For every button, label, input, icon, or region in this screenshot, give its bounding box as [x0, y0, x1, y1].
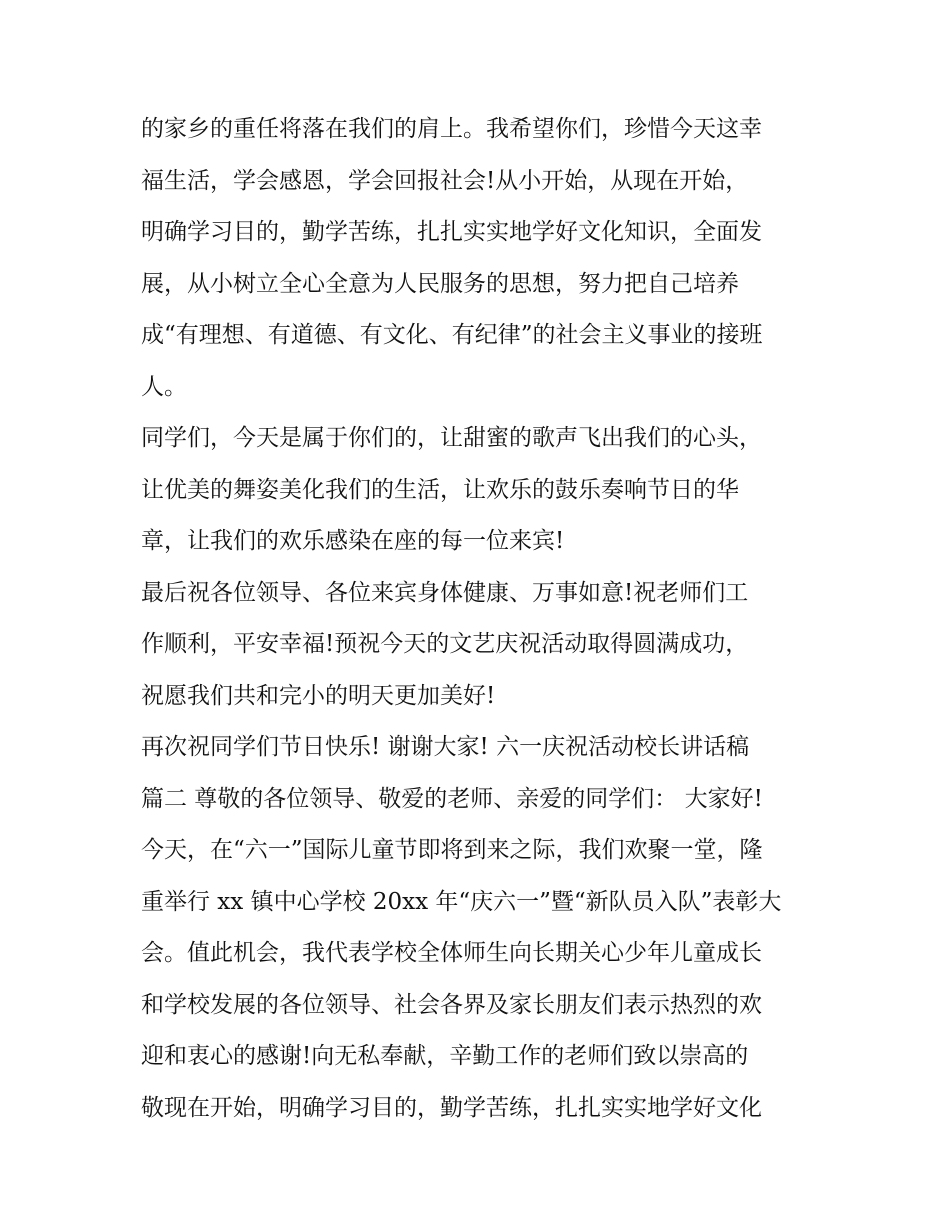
text-line: 明确学习目的，勤学苦练，扎扎实实地学好文化知识，全面发	[141, 219, 762, 245]
text-line: 会。值此机会，我代表学校全体师生向长期关心少年儿童成长	[141, 940, 762, 966]
text-line: 展，从小树立全心全意为人民服务的思想，努力把自己培养	[141, 270, 739, 297]
text-line: 篇二 尊敬的各位领导、敬爱的老师、亲爱的同学们： 大家好!	[141, 785, 763, 812]
text-line: 敬现在开始，明确学习目的，勤学苦练，扎扎实实地学好文化	[141, 1094, 762, 1121]
text-line: 的家乡的重任将落在我们的肩上。我希望你们，珍惜今天这幸	[141, 116, 762, 142]
text-line: 人。	[141, 373, 187, 400]
text-line: 让优美的舞姿美化我们的生活，让欢乐的鼓乐奏响节日的华	[141, 476, 739, 503]
text-line: 迎和衷心的感谢!向无私奉献，辛勤工作的老师们致以崇高的	[141, 1043, 749, 1069]
text-line: 最后祝各位领导、各位来宾身体健康、万事如意!祝老师们工	[141, 579, 749, 606]
text-line: 祝愿我们共和完小的明天更加美好!	[141, 682, 496, 709]
text-line: 章，让我们的欢乐感染在座的每一位来宾!	[141, 528, 565, 554]
text-line: 今天，在“六一”国际儿童节即将到来之际，我们欢聚一堂，隆	[141, 837, 763, 863]
text-line: 和学校发展的各位领导、社会各界及家长朋友们表示热烈的欢	[141, 991, 762, 1018]
text-line: 再次祝同学们节日快乐! 谢谢大家! 六一庆祝活动校长讲话稿	[141, 734, 750, 760]
text-line: 重举行 xx 镇中心学校 20xx 年“庆六一”暨“新队员入队”表彰大	[141, 888, 782, 915]
text-line: 福生活，学会感恩，学会回报社会!从小开始，从现在开始，	[141, 167, 749, 194]
text-line: 成“有理想、有道德、有文化、有纪律”的社会主义事业的接班	[141, 322, 763, 348]
document-body	[141, 104, 821, 1134]
text-line: 同学们，今天是属于你们的，让甜蜜的歌声飞出我们的心头，	[141, 425, 762, 451]
text-line: 作顺利，平安幸福!预祝今天的文艺庆祝活动取得圆满成功，	[141, 631, 749, 657]
